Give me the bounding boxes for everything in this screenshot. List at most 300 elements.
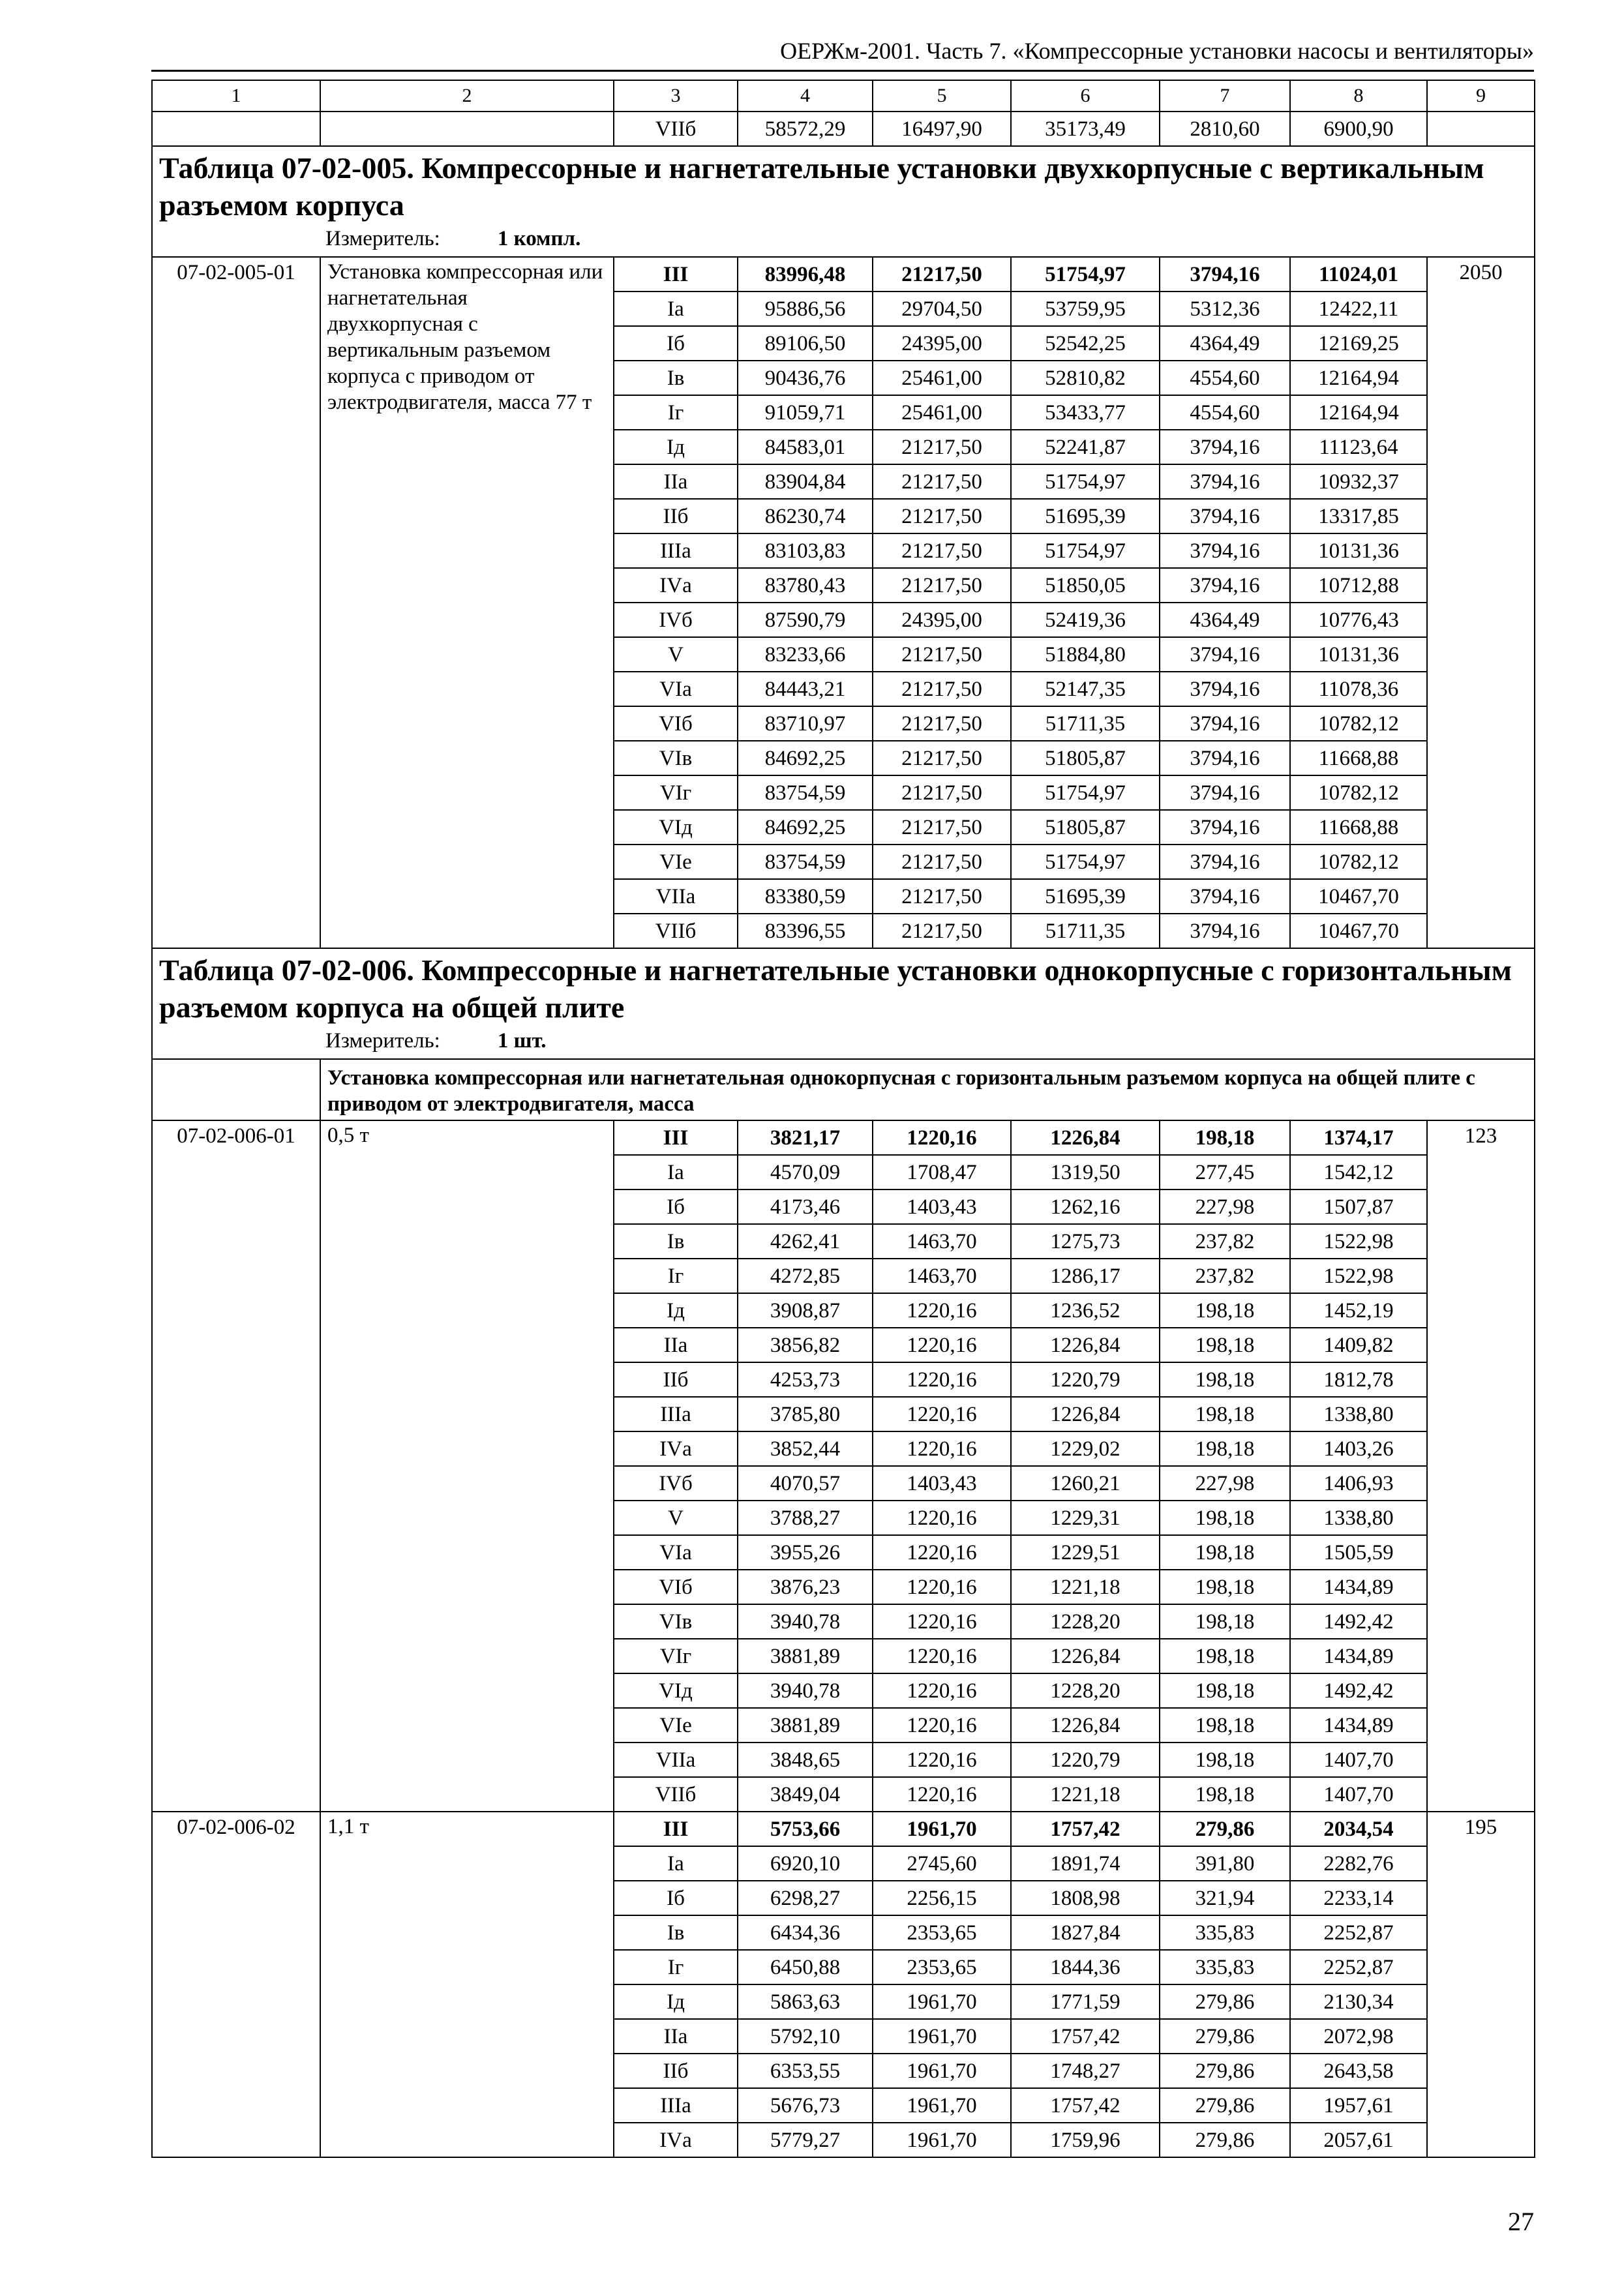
zone-cell: IIIа [614, 2088, 738, 2123]
value-cell: 1407,70 [1290, 1777, 1427, 1812]
table-title-row [152, 146, 1535, 257]
value-cell: 2282,76 [1290, 1846, 1427, 1881]
value-cell: 21217,50 [873, 568, 1011, 603]
value-cell: 3794,16 [1160, 464, 1290, 499]
value-cell: 21217,50 [873, 845, 1011, 879]
value-cell: 1374,17 [1290, 1120, 1427, 1155]
value-cell: 1827,84 [1011, 1915, 1160, 1950]
value-cell: 3794,16 [1160, 637, 1290, 672]
value-cell: 1434,89 [1290, 1570, 1427, 1604]
value-cell: 1262,16 [1011, 1189, 1160, 1224]
value-cell: 279,86 [1160, 2123, 1290, 2157]
zone-cell: IIб [614, 1362, 738, 1397]
column-numbers-row [152, 80, 1535, 112]
value-cell: 5863,63 [738, 1984, 873, 2019]
value-cell: 84692,25 [738, 741, 873, 775]
zone-cell: VIе [614, 1708, 738, 1743]
zone-cell: IIа [614, 464, 738, 499]
value-cell: 51695,39 [1011, 879, 1160, 914]
value-cell: 1220,16 [873, 1431, 1011, 1466]
value-cell: 24395,00 [873, 603, 1011, 637]
value-cell: 2252,87 [1290, 1915, 1427, 1950]
value-cell: 1221,18 [1011, 1777, 1160, 1812]
value-cell: 1229,31 [1011, 1501, 1160, 1535]
value-cell: 198,18 [1160, 1604, 1290, 1639]
value-cell: 3785,80 [738, 1397, 873, 1431]
value-cell: 53759,95 [1011, 292, 1160, 326]
value-cell: 1220,16 [873, 1743, 1011, 1777]
value-cell: 84583,01 [738, 430, 873, 464]
value-cell: 10131,36 [1290, 533, 1427, 568]
value-cell: 4554,60 [1160, 361, 1290, 395]
value-cell: 3848,65 [738, 1743, 873, 1777]
value-cell: 1748,27 [1011, 2054, 1160, 2088]
value-cell: 3794,16 [1160, 499, 1290, 533]
value-cell: 198,18 [1160, 1777, 1290, 1812]
value-cell: 11024,01 [1290, 257, 1427, 292]
value-cell: 2252,87 [1290, 1950, 1427, 1984]
value-cell: 1220,79 [1011, 1362, 1160, 1397]
value-cell: 21217,50 [873, 257, 1011, 292]
value-cell: 11668,88 [1290, 741, 1427, 775]
table-row [152, 257, 1535, 292]
value-cell: 2130,34 [1290, 1984, 1427, 2019]
item-weight: 195 [1427, 1812, 1535, 2157]
value-cell: 1463,70 [873, 1224, 1011, 1259]
table-row [152, 1812, 1535, 1846]
zone-cell: Iд [614, 1984, 738, 2019]
value-cell: 1403,43 [873, 1189, 1011, 1224]
value-cell: 52241,87 [1011, 430, 1160, 464]
value-cell: 1505,59 [1290, 1535, 1427, 1570]
value-cell: 6920,10 [738, 1846, 873, 1881]
value-cell: 3794,16 [1160, 257, 1290, 292]
value-cell: 4272,85 [738, 1259, 873, 1293]
value-cell: 21217,50 [873, 499, 1011, 533]
value-cell: 1220,16 [873, 1570, 1011, 1604]
value-cell: 10467,70 [1290, 879, 1427, 914]
value-cell: 10131,36 [1290, 637, 1427, 672]
value-cell: 5792,10 [738, 2019, 873, 2054]
value-cell: 6450,88 [738, 1950, 873, 1984]
value-cell: 2034,54 [1290, 1812, 1427, 1846]
value-cell: 1808,98 [1011, 1881, 1160, 1915]
continued-row [152, 112, 1535, 146]
zone-cell: VIIа [614, 1743, 738, 1777]
zone-cell: Iг [614, 395, 738, 430]
value-cell: 6900,90 [1290, 112, 1427, 146]
value-cell: 3940,78 [738, 1673, 873, 1708]
value-cell: 198,18 [1160, 1328, 1290, 1362]
zone-cell: VIIб [614, 1777, 738, 1812]
value-cell: 21217,50 [873, 430, 1011, 464]
value-cell: 5676,73 [738, 2088, 873, 2123]
zone-cell: VIа [614, 1535, 738, 1570]
value-cell: 10782,12 [1290, 706, 1427, 741]
value-cell: 4570,09 [738, 1155, 873, 1189]
value-cell: 51754,97 [1011, 775, 1160, 810]
value-cell: 3794,16 [1160, 810, 1290, 845]
item-code: 07-02-005-01 [152, 257, 320, 948]
item-description: 1,1 т [320, 1812, 614, 2157]
value-cell: 10776,43 [1290, 603, 1427, 637]
zone-cell: Iг [614, 1259, 738, 1293]
value-cell: 3788,27 [738, 1501, 873, 1535]
value-cell: 11078,36 [1290, 672, 1427, 706]
value-cell: 83710,97 [738, 706, 873, 741]
value-cell: 83233,66 [738, 637, 873, 672]
value-cell: 1961,70 [873, 2123, 1011, 2157]
value-cell: 1452,19 [1290, 1293, 1427, 1328]
value-cell: 1226,84 [1011, 1328, 1160, 1362]
value-cell: 198,18 [1160, 1501, 1290, 1535]
zone-cell: Iб [614, 326, 738, 361]
zone-cell: IIб [614, 499, 738, 533]
value-cell: 3794,16 [1160, 672, 1290, 706]
value-cell: 279,86 [1160, 1984, 1290, 2019]
value-cell: 12164,94 [1290, 361, 1427, 395]
value-cell: 53433,77 [1011, 395, 1160, 430]
value-cell: 198,18 [1160, 1673, 1290, 1708]
value-cell: 3794,16 [1160, 879, 1290, 914]
value-cell: 4262,41 [738, 1224, 873, 1259]
table-title: Таблица 07-02-006. Компрессорные и нагнетательные установки однокорпусные с горизонтальным разъемом корпуса на общей плите [159, 953, 1512, 1024]
value-cell: 6434,36 [738, 1915, 873, 1950]
zone-cell: VIд [614, 810, 738, 845]
value-cell: 335,83 [1160, 1915, 1290, 1950]
value-cell: 1229,02 [1011, 1431, 1160, 1466]
value-cell: 83754,59 [738, 775, 873, 810]
zone-cell: Iд [614, 430, 738, 464]
value-cell: 1220,16 [873, 1777, 1011, 1812]
value-cell: 52419,36 [1011, 603, 1160, 637]
zone-cell: VIг [614, 775, 738, 810]
value-cell: 83996,48 [738, 257, 873, 292]
zone-cell: IIIа [614, 533, 738, 568]
item-description: 0,5 т [320, 1120, 614, 1812]
value-cell: 21217,50 [873, 879, 1011, 914]
value-cell: 1403,43 [873, 1466, 1011, 1501]
column-number: 2 [320, 80, 614, 112]
zone-cell: VIг [614, 1639, 738, 1673]
value-cell: 3794,16 [1160, 914, 1290, 948]
value-cell: 1957,61 [1290, 2088, 1427, 2123]
value-cell: 1434,89 [1290, 1639, 1427, 1673]
zone-cell: Iд [614, 1293, 738, 1328]
value-cell: 86230,74 [738, 499, 873, 533]
column-number: 5 [873, 80, 1011, 112]
column-number: 1 [152, 80, 320, 112]
value-cell: 2256,15 [873, 1881, 1011, 1915]
value-cell: 83396,55 [738, 914, 873, 948]
value-cell: 51695,39 [1011, 499, 1160, 533]
value-cell: 10782,12 [1290, 775, 1427, 810]
value-cell: 12422,11 [1290, 292, 1427, 326]
value-cell: 227,98 [1160, 1189, 1290, 1224]
zone-cell: III [614, 1812, 738, 1846]
value-cell: 1891,74 [1011, 1846, 1160, 1881]
value-cell: 4070,57 [738, 1466, 873, 1501]
meter-label: Измеритель: [325, 227, 440, 250]
zone-cell: Iб [614, 1881, 738, 1915]
zone-cell: III [614, 257, 738, 292]
value-cell: 1220,16 [873, 1673, 1011, 1708]
value-cell: 3794,16 [1160, 741, 1290, 775]
value-cell: 2233,14 [1290, 1881, 1427, 1915]
meter-label: Измеритель: [325, 1029, 440, 1053]
value-cell: 51711,35 [1011, 914, 1160, 948]
value-cell: 10782,12 [1290, 845, 1427, 879]
value-cell: 52542,25 [1011, 326, 1160, 361]
value-cell: 198,18 [1160, 1535, 1290, 1570]
item-description: Установка компрессорная или нагнетательная двухкорпусная с вертикальным разъемом корпуса с приводом от электродвигателя, масса 77 т [320, 257, 614, 948]
meter-value: 1 компл. [497, 227, 581, 250]
value-cell: 4173,46 [738, 1189, 873, 1224]
zone-cell: VIв [614, 1604, 738, 1639]
zone-cell: VIб [614, 1570, 738, 1604]
zone-cell: VIд [614, 1673, 738, 1708]
zone-cell: IIIа [614, 1397, 738, 1431]
value-cell: 391,80 [1160, 1846, 1290, 1881]
zone-cell: IVа [614, 568, 738, 603]
column-number: 4 [738, 80, 873, 112]
value-cell: 3794,16 [1160, 533, 1290, 568]
value-cell: 1220,16 [873, 1604, 1011, 1639]
value-cell: 1434,89 [1290, 1708, 1427, 1743]
value-cell: 21217,50 [873, 464, 1011, 499]
value-cell: 51754,97 [1011, 257, 1160, 292]
value-cell: 1220,16 [873, 1397, 1011, 1431]
value-cell: 279,86 [1160, 1812, 1290, 1846]
value-cell: 5753,66 [738, 1812, 873, 1846]
column-number: 3 [614, 80, 738, 112]
zone-cell: VIIб [614, 112, 738, 146]
value-cell: 1220,16 [873, 1535, 1011, 1570]
value-cell: 51754,97 [1011, 845, 1160, 879]
value-cell: 1236,52 [1011, 1293, 1160, 1328]
value-cell: 2745,60 [873, 1846, 1011, 1881]
value-cell: 1507,87 [1290, 1189, 1427, 1224]
value-cell: 1220,16 [873, 1639, 1011, 1673]
zone-cell: IVб [614, 603, 738, 637]
value-cell: 3849,04 [738, 1777, 873, 1812]
meter-line [159, 224, 1527, 256]
value-cell: 21217,50 [873, 741, 1011, 775]
value-cell: 1403,26 [1290, 1431, 1427, 1466]
value-cell: 3955,26 [738, 1535, 873, 1570]
value-cell: 90436,76 [738, 361, 873, 395]
value-cell: 6353,55 [738, 2054, 873, 2088]
empty-cell [152, 112, 320, 146]
table-title-cell [152, 146, 1535, 257]
value-cell: 321,94 [1160, 1881, 1290, 1915]
value-cell: 1220,16 [873, 1120, 1011, 1155]
value-cell: 1961,70 [873, 2088, 1011, 2123]
value-cell: 1319,50 [1011, 1155, 1160, 1189]
value-cell: 29704,50 [873, 292, 1011, 326]
value-cell: 51754,97 [1011, 533, 1160, 568]
zone-cell: IVа [614, 2123, 738, 2157]
value-cell: 1522,98 [1290, 1259, 1427, 1293]
value-cell: 1338,80 [1290, 1501, 1427, 1535]
value-cell: 58572,29 [738, 112, 873, 146]
value-cell: 35173,49 [1011, 112, 1160, 146]
value-cell: 198,18 [1160, 1639, 1290, 1673]
value-cell: 25461,00 [873, 361, 1011, 395]
zone-cell: V [614, 1501, 738, 1535]
value-cell: 2810,60 [1160, 112, 1290, 146]
value-cell: 1961,70 [873, 1984, 1011, 2019]
value-cell: 52147,35 [1011, 672, 1160, 706]
value-cell: 2353,65 [873, 1915, 1011, 1950]
value-cell: 91059,71 [738, 395, 873, 430]
value-cell: 3881,89 [738, 1639, 873, 1673]
value-cell: 1407,70 [1290, 1743, 1427, 1777]
value-cell: 2057,61 [1290, 2123, 1427, 2157]
value-cell: 83754,59 [738, 845, 873, 879]
item-weight: 123 [1427, 1120, 1535, 1812]
item-weight: 2050 [1427, 257, 1535, 948]
zone-cell: VIб [614, 706, 738, 741]
rates-table [151, 80, 1535, 2158]
value-cell: 1757,42 [1011, 2088, 1160, 2123]
header-rule [151, 70, 1534, 72]
value-cell: 4364,49 [1160, 603, 1290, 637]
value-cell: 3881,89 [738, 1708, 873, 1743]
value-cell: 3794,16 [1160, 775, 1290, 810]
value-cell: 1260,21 [1011, 1466, 1160, 1501]
column-number: 6 [1011, 80, 1160, 112]
zone-cell: VIIа [614, 879, 738, 914]
value-cell: 83380,59 [738, 879, 873, 914]
table-title-row [152, 948, 1535, 1059]
value-cell: 1226,84 [1011, 1639, 1160, 1673]
zone-cell: VIв [614, 741, 738, 775]
value-cell: 51805,87 [1011, 810, 1160, 845]
zone-cell: IVа [614, 1431, 738, 1466]
value-cell: 21217,50 [873, 637, 1011, 672]
value-cell: 1542,12 [1290, 1155, 1427, 1189]
value-cell: 1220,16 [873, 1362, 1011, 1397]
value-cell: 1275,73 [1011, 1224, 1160, 1259]
value-cell: 4554,60 [1160, 395, 1290, 430]
value-cell: 95886,56 [738, 292, 873, 326]
empty-cell [1427, 112, 1535, 146]
value-cell: 1226,84 [1011, 1397, 1160, 1431]
value-cell: 1221,18 [1011, 1570, 1160, 1604]
value-cell: 3908,87 [738, 1293, 873, 1328]
value-cell: 1409,82 [1290, 1328, 1427, 1362]
value-cell: 21217,50 [873, 706, 1011, 741]
zone-cell: Iв [614, 1915, 738, 1950]
table-title-cell [152, 948, 1535, 1059]
value-cell: 1338,80 [1290, 1397, 1427, 1431]
value-cell: 10712,88 [1290, 568, 1427, 603]
value-cell: 13317,85 [1290, 499, 1427, 533]
value-cell: 1220,16 [873, 1501, 1011, 1535]
value-cell: 1757,42 [1011, 2019, 1160, 2054]
value-cell: 198,18 [1160, 1397, 1290, 1431]
value-cell: 3794,16 [1160, 430, 1290, 464]
subheading-row [152, 1059, 1535, 1120]
value-cell: 21217,50 [873, 914, 1011, 948]
value-cell: 52810,82 [1011, 361, 1160, 395]
zone-cell: VIа [614, 672, 738, 706]
value-cell: 84443,21 [738, 672, 873, 706]
value-cell: 1463,70 [873, 1259, 1011, 1293]
value-cell: 198,18 [1160, 1362, 1290, 1397]
column-number: 9 [1427, 80, 1535, 112]
value-cell: 4364,49 [1160, 326, 1290, 361]
value-cell: 6298,27 [738, 1881, 873, 1915]
zone-cell: VIIб [614, 914, 738, 948]
item-code: 07-02-006-02 [152, 1812, 320, 2157]
subheading: Установка компрессорная или нагнетательная однокорпусная с горизонтальным разъемом корпуса на общей плите с приводом от электродвигателя, масса [320, 1059, 1535, 1120]
column-number: 8 [1290, 80, 1427, 112]
zone-cell: Iв [614, 1224, 738, 1259]
value-cell: 51805,87 [1011, 741, 1160, 775]
value-cell: 3856,82 [738, 1328, 873, 1362]
value-cell: 1522,98 [1290, 1224, 1427, 1259]
empty-cell [152, 1059, 320, 1120]
value-cell: 83904,84 [738, 464, 873, 499]
value-cell: 11668,88 [1290, 810, 1427, 845]
value-cell: 1286,17 [1011, 1259, 1160, 1293]
page-number: 27 [1508, 2207, 1534, 2236]
value-cell: 5779,27 [738, 2123, 873, 2157]
value-cell: 3876,23 [738, 1570, 873, 1604]
value-cell: 1492,42 [1290, 1673, 1427, 1708]
value-cell: 21217,50 [873, 533, 1011, 568]
column-number: 7 [1160, 80, 1290, 112]
zone-cell: Iа [614, 1846, 738, 1881]
value-cell: 1228,20 [1011, 1673, 1160, 1708]
running-header: ОЕРЖм-2001. Часть 7. «Компрессорные установки насосы и вентиляторы» [780, 38, 1534, 64]
zone-cell: Iа [614, 292, 738, 326]
value-cell: 10932,37 [1290, 464, 1427, 499]
zone-cell: IIа [614, 1328, 738, 1362]
value-cell: 2353,65 [873, 1950, 1011, 1984]
value-cell: 1220,16 [873, 1293, 1011, 1328]
value-cell: 1844,36 [1011, 1950, 1160, 1984]
value-cell: 2072,98 [1290, 2019, 1427, 2054]
value-cell: 16497,90 [873, 112, 1011, 146]
zone-cell: VIе [614, 845, 738, 879]
value-cell: 84692,25 [738, 810, 873, 845]
value-cell: 3794,16 [1160, 568, 1290, 603]
value-cell: 3940,78 [738, 1604, 873, 1639]
empty-cell [320, 112, 614, 146]
zone-cell: Iа [614, 1155, 738, 1189]
zone-cell: Iв [614, 361, 738, 395]
value-cell: 11123,64 [1290, 430, 1427, 464]
meter-line [159, 1026, 1527, 1058]
table-title: Таблица 07-02-005. Компрессорные и нагнетательные установки двухкорпусные с вертикальным разъемом корпуса [159, 151, 1484, 222]
value-cell: 24395,00 [873, 326, 1011, 361]
value-cell: 279,86 [1160, 2054, 1290, 2088]
value-cell: 1220,16 [873, 1708, 1011, 1743]
zone-cell: IIа [614, 2019, 738, 2054]
value-cell: 51754,97 [1011, 464, 1160, 499]
value-cell: 3794,16 [1160, 845, 1290, 879]
value-cell: 1220,16 [873, 1328, 1011, 1362]
value-cell: 4253,73 [738, 1362, 873, 1397]
zone-cell: IIб [614, 2054, 738, 2088]
value-cell: 277,45 [1160, 1155, 1290, 1189]
value-cell: 12164,94 [1290, 395, 1427, 430]
value-cell: 237,82 [1160, 1224, 1290, 1259]
value-cell: 1406,93 [1290, 1466, 1427, 1501]
